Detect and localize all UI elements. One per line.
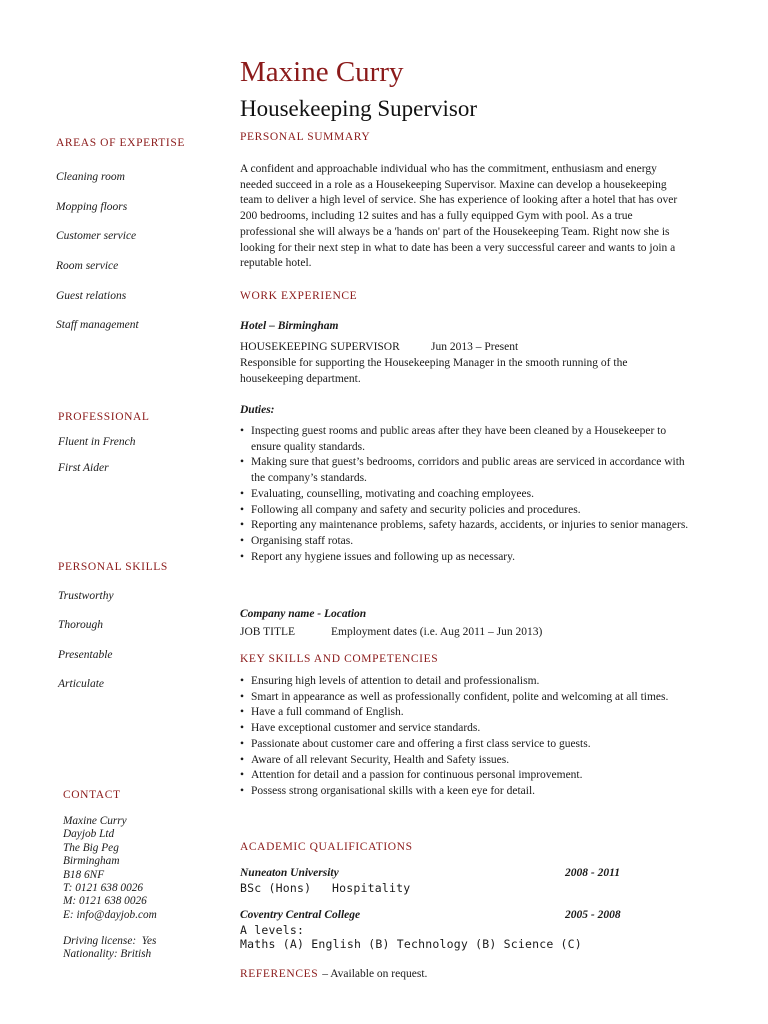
candidate-job-title: Housekeeping Supervisor [240,96,477,121]
contact-telephone: T: 0121 638 0026 [63,882,144,895]
school2-grades: Maths (A) English (B) Technology (B) Science (C) [240,937,582,951]
expertise-item: Cleaning room [56,171,125,183]
key-skill-item: • Have a full command of English. [240,705,695,721]
job1-description: Responsible for supporting the Housekeeping Manager in the smooth running of the housekeeping department. [240,357,628,385]
work-experience-heading: WORK EXPERIENCE [240,290,358,302]
academic-heading: ACADEMIC QUALIFICATIONS [240,841,413,853]
school2-name: Coventry Central College [240,909,361,921]
references-heading: REFERENCES [240,968,319,980]
personal-skills-heading: PERSONAL SKILLS [58,561,168,573]
expertise-item: Room service [56,260,119,272]
professional-item: First Aider [58,462,109,474]
nationality: Nationality: British [63,948,152,961]
contact-name: Maxine Curry [63,815,127,827]
expertise-item: Staff management [56,319,139,331]
duty-item: • Reporting any maintenance problems, safety hazards, accidents, or injuries to senior managers. [240,518,695,534]
expertise-item: Customer service [56,230,137,242]
key-skill-item: • Possess strong organisational skills with a keen eye for detail. [240,784,695,800]
references-row [240,964,427,982]
expertise-item: Mopping floors [56,201,128,213]
expertise-item: Guest relations [56,290,127,302]
job1-position: HOUSEKEEPING SUPERVISOR [240,341,400,353]
candidate-name: Maxine Curry [240,56,404,88]
duty-item: • Organising staff rotas. [240,534,695,550]
school1-years: 2008 - 2011 [565,867,620,879]
professional-heading: PROFESSIONAL [58,411,150,423]
job2-position: JOB TITLE [240,626,296,638]
job1-dates: Jun 2013 – Present [431,341,519,353]
contact-extra [63,935,156,962]
key-skill-item: • Smart in appearance as well as professionally confident, polite and welcoming at all times. [240,690,695,706]
duty-item: • Making sure that guest’s bedrooms, corridors and public areas are serviced in accordance with the company’s standards. [240,455,695,486]
contact-mobile: M: 0121 638 0026 [63,895,147,908]
expertise-heading: AREAS OF EXPERTISE [56,137,185,149]
key-skill-item: • Have exceptional customer and service standards. [240,721,695,737]
personal-skill-item: Trustworthy [58,590,114,602]
school1-degree: BSc (Hons) [240,881,312,895]
contact-city: Birmingham [63,855,120,868]
duties-label: Duties: [240,404,275,416]
school1-subject: Hospitality [332,881,411,895]
school2-qualification: A levels: [240,923,305,937]
duty-item: • Inspecting guest rooms and public areas after they have been cleaned by a Housekeeper to ensure quality standards. [240,424,695,455]
key-skill-item: • Aware of all relevant Security, Health and Safety issues. [240,753,695,769]
professional-item: Fluent in French [58,436,136,448]
contact-company: Dayjob Ltd [63,828,115,841]
school2-years: 2005 - 2008 [565,909,621,921]
contact-address-line: The Big Peg [63,841,119,854]
driving-license: Driving license: Yes [63,935,157,947]
job1-employer: Hotel – Birmingham [240,320,339,332]
key-skills-list [240,674,695,800]
contact-email: E: info@dayjob.com [63,908,157,921]
key-skill-item: • Ensuring high levels of attention to detail and professionalism. [240,674,695,690]
personal-skill-item: Articulate [58,678,104,690]
duty-item: • Following all company and safety and security policies and procedures. [240,503,695,519]
job2-dates: Employment dates (i.e. Aug 2011 – Jun 2013) [331,626,543,638]
duty-item: • Evaluating, counselling, motivating and coaching employees. [240,487,695,503]
key-skill-item: • Attention for detail and a passion for continuous personal improvement. [240,768,695,784]
duties-list [240,424,695,565]
personal-skill-item: Thorough [58,619,103,631]
duty-item: • Report any hygiene issues and following up as necessary. [240,550,695,566]
references-text: – Available on request. [322,968,428,980]
contact-heading: CONTACT [63,789,121,801]
personal-skill-item: Presentable [58,649,113,661]
personal-summary-text: A confident and approachable individual who has the commitment, enthusiasm and energy needed succeed in a role as a Housekeeping Supervisor. Maxine can develop a housekeeping team to deliver a high level of service. She has experience of looking after a hotel that has over 200 bedrooms, including 12 suites and has a fully equipped Gym with pool. As a true professional she will always be a 'hands on' part of the Housekeeping Team. Right now she is looking for their next step in what to date has been a very successful career and wants to join a reputable hotel. [240,163,678,270]
key-skills-heading: KEY SKILLS AND COMPETENCIES [240,653,439,665]
key-skill-item: • Passionate about customer care and offering a first class service to guests. [240,737,695,753]
school1-name: Nuneaton University [240,867,339,879]
contact-block [63,815,157,922]
contact-postcode: B18 6NF [63,868,105,881]
personal-summary-heading: PERSONAL SUMMARY [240,131,371,143]
job2-employer: Company name - Location [240,608,367,620]
